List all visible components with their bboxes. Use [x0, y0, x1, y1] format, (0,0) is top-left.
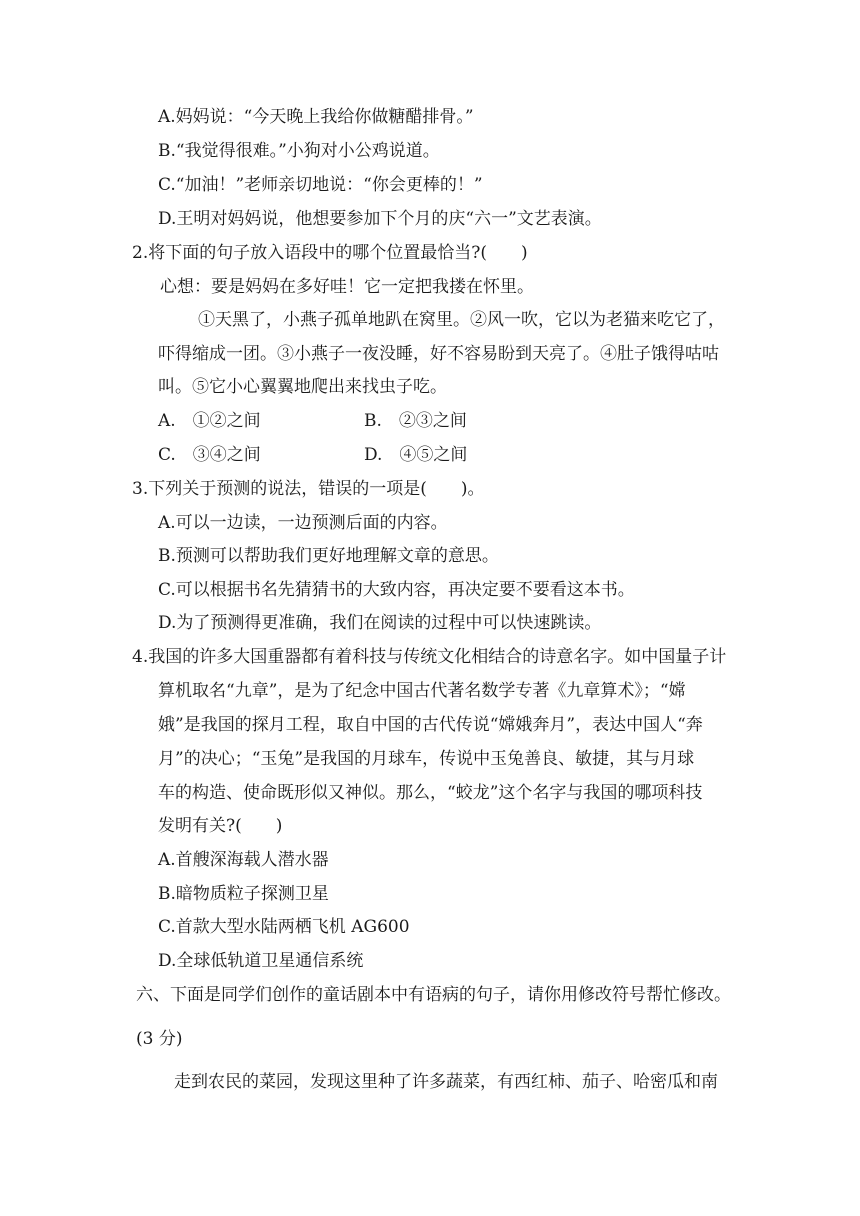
section-6-text: 走到农民的菜园，发现这里种了许多蔬菜，有西红柿、茄子、哈密瓜和南: [174, 1072, 718, 1092]
q3-option-a: A.可以一边读，一边预测后面的内容。: [158, 513, 448, 533]
q2-option-c: C. ③④之间: [158, 445, 261, 465]
q2-passage-line-2: 吓得缩成一团。③小燕子一夜没睡，好不容易盼到天亮了。④肚子饿得咕咕: [158, 344, 719, 364]
q2-passage-line-1: ①天黑了，小燕子孤单地趴在窝里。②风一吹，它以为老猫来吃它了，: [198, 310, 725, 330]
section-6-score: (3 分): [136, 1029, 183, 1049]
q3-stem: 3.下列关于预测的说法，错误的一项是( )。: [132, 479, 485, 499]
q2-stem: 2.将下面的句子放入语段中的哪个位置最恰当?( ): [132, 243, 528, 263]
q4-line-4: 月”的决心；“玉兔”是我国的月球车，传说中玉兔善良、敏捷，其与月球: [158, 749, 695, 769]
q4-line-5: 车的构造、使命既形似又神似。那么，“蛟龙”这个名字与我国的哪项科技: [158, 783, 703, 803]
q3-option-c: C.可以根据书名先猜猜书的大致内容，再决定要不要看这本书。: [158, 580, 635, 600]
q2-sentence: 心想：要是妈妈在多好哇！它一定把我搂在怀里。: [160, 277, 534, 297]
q1-option-d: D.王明对妈妈说，他想要参加下个月的庆“六一”文艺表演。: [158, 209, 602, 229]
q4-option-c: C.首款大型水陆两栖飞机 AG600: [158, 917, 410, 937]
q4-line-6: 发明有关?( ): [158, 816, 283, 836]
q2-option-b: B. ②③之间: [364, 411, 467, 431]
q1-option-a: A.妈妈说：“今天晚上我给你做糖醋排骨。”: [158, 107, 474, 127]
q4-line-2: 算机取名“九章”，是为了纪念中国古代著名数学专著《九章算术》；“嫦: [158, 681, 686, 701]
q4-option-b: B.暗物质粒子探测卫星: [158, 884, 329, 904]
q2-passage-line-3: 叫。⑤它小心翼翼地爬出来找虫子吃。: [158, 377, 447, 397]
q2-option-d: D. ④⑤之间: [364, 445, 468, 465]
q3-option-b: B.预测可以帮助我们更好地理解文章的意思。: [158, 546, 499, 566]
q1-option-c: C.“加油！”老师亲切地说：“你会更棒的！”: [158, 175, 483, 195]
q4-line-1: 4.我国的许多大国重器都有着科技与传统文化相结合的诗意名字。如中国量子计: [132, 647, 727, 667]
q3-option-d: D.为了预测得更准确，我们在阅读的过程中可以快速跳读。: [158, 613, 602, 633]
q4-line-3: 娥”是我国的探月工程，取自中国的古代传说“嫦娥奔月”，表达中国人“奔: [158, 715, 703, 735]
q2-option-a: A. ①②之间: [158, 411, 261, 431]
q4-option-a: A.首艘深海载人潜水器: [158, 850, 329, 870]
q4-option-d: D.全球低轨道卫星通信系统: [158, 951, 364, 971]
q1-option-b: B.“我觉得很难。”小狗对小公鸡说道。: [158, 141, 440, 161]
section-6-title: 六、下面是同学们创作的童话剧本中有语病的句子，请你用修改符号帮忙修改。: [136, 985, 731, 1005]
